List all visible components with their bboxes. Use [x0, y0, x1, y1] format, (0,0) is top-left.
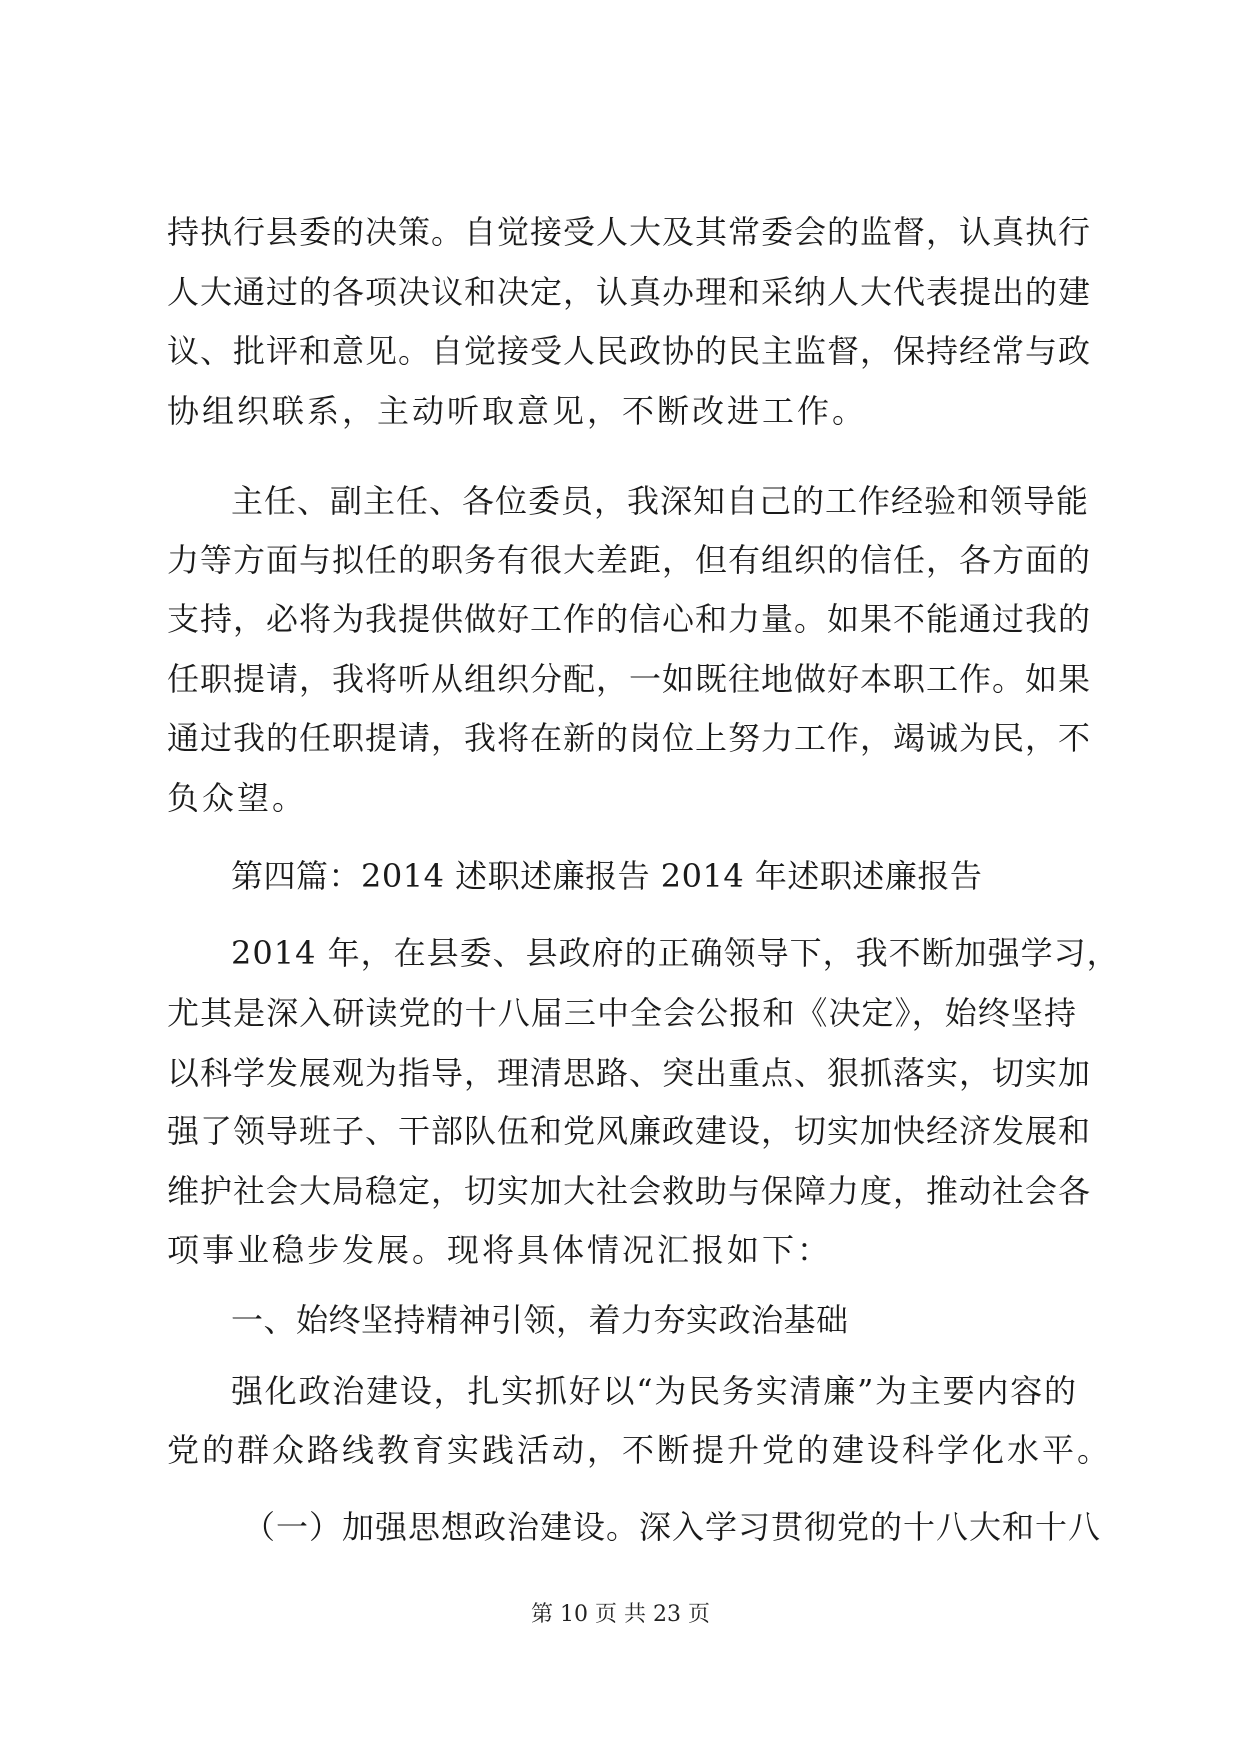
body-line: 支持，必将为我提供做好工作的信心和力量。如果不能通过我的	[167, 600, 1092, 638]
body-line: 力等方面与拟任的职务有很大差距，但有组织的信任，各方面的	[167, 541, 1092, 579]
body-line: 人大通过的各项决议和决定，认真办理和采纳人大代表提出的建	[167, 273, 1092, 311]
body-line: 议、批评和意见。自觉接受人民政协的民主监督，保持经常与政	[167, 332, 1092, 370]
section-heading: 第四篇：2014 述职述廉报告 2014 年述职述廉报告	[231, 857, 983, 895]
body-line: 项事业稳步发展。现将具体情况汇报如下：	[167, 1231, 833, 1269]
body-line: 党的群众路线教育实践活动，不断提升党的建设科学化水平。	[167, 1431, 1113, 1469]
paragraph-first-line: 2014 年，在县委、县政府的正确领导下，我不断加强学习，	[231, 934, 1120, 972]
paragraph-first-line: （一）加强思想政治建设。深入学习贯彻党的十八大和十八	[243, 1508, 1102, 1546]
body-line: 协组织联系，主动听取意见，不断改进工作。	[167, 392, 868, 430]
subsection-heading: 一、始终坚持精神引领，着力夯实政治基础	[231, 1301, 849, 1339]
paragraph-first-line: 强化政治建设，扎实抓好以“为民务实清廉”为主要内容的	[231, 1372, 1077, 1410]
paragraph-first-line: 主任、副主任、各位委员，我深知自己的工作经验和领导能	[231, 482, 1090, 520]
body-line: 通过我的任职提请，我将在新的岗位上努力工作，竭诚为民，不	[167, 719, 1092, 757]
body-line: 强了领导班子、干部队伍和党风廉政建设，切实加快经济发展和	[167, 1112, 1092, 1150]
body-line: 维护社会大局稳定，切实加大社会救助与保障力度，推动社会各	[167, 1172, 1092, 1210]
body-line: 持执行县委的决策。自觉接受人大及其常委会的监督，认真执行	[167, 213, 1092, 251]
body-line: 尤其是深入研读党的十八届三中全会公报和《决定》，始终坚持	[167, 994, 1077, 1032]
body-line: 任职提请，我将听从组织分配，一如既往地做好本职工作。如果	[167, 660, 1092, 698]
body-line: 以科学发展观为指导，理清思路、突出重点、狠抓落实，切实加	[167, 1054, 1092, 1092]
page-number-footer: 第 10 页 共 23 页	[531, 1602, 710, 1627]
body-line: 负众望。	[167, 779, 308, 817]
